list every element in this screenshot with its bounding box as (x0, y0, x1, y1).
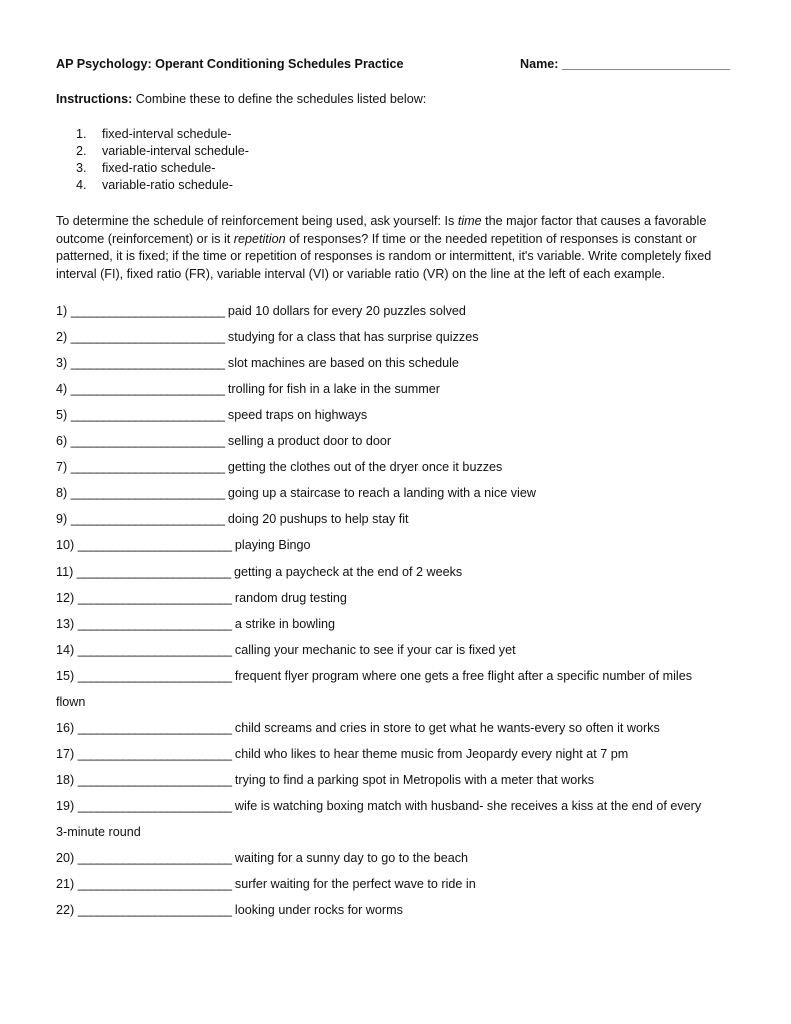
schedule-number: 1. (76, 127, 87, 141)
item-text: waiting for a sunny day to go to the beach (234, 851, 469, 866)
schedule-item (76, 143, 249, 160)
item-number: 17) (56, 746, 75, 761)
schedule-text: fixed-interval schedule- (102, 127, 232, 141)
answer-blank[interactable]: ________________________ (70, 460, 225, 475)
item-number: 6) (56, 434, 68, 449)
answer-blank[interactable]: ________________________ (77, 851, 232, 866)
practice-item (56, 771, 746, 789)
item-number: 13) (56, 616, 75, 631)
practice-item (56, 536, 746, 554)
item-text: getting the clothes out of the dryer once it buzzes (227, 460, 503, 475)
item-number: 7) (56, 460, 68, 475)
practice-item (56, 667, 746, 685)
answer-blank[interactable]: ________________________ (77, 590, 232, 605)
instructions-text: Combine these to define the schedules listed below: (135, 92, 427, 106)
answer-blank[interactable]: ________________________ (77, 746, 232, 761)
item-number: 2) (56, 330, 68, 345)
item-text: random drug testing (234, 590, 347, 605)
item-number: 22) (56, 903, 75, 918)
practice-item (56, 432, 746, 450)
item-text: child screams and cries in store to get what he wants-every so often it works (234, 720, 660, 735)
answer-blank[interactable]: ________________________ (70, 512, 225, 527)
practice-item (56, 302, 746, 320)
answer-blank[interactable]: ________________________ (70, 330, 225, 345)
answer-blank[interactable]: ________________________ (77, 668, 232, 683)
item-text: speed traps on highways (227, 408, 368, 423)
item-text: studying for a class that has surprise quizzes (227, 330, 479, 345)
item-text: doing 20 pushups to help stay fit (227, 512, 409, 527)
item-text: wife is watching boxing match with husband- she receives a kiss at the end of every (234, 798, 702, 813)
item-text: surfer waiting for the perfect wave to ride in (234, 877, 476, 892)
item-text: playing Bingo (234, 538, 311, 553)
item-text: child who likes to hear theme music from Jeopardy every night at 7 pm (234, 746, 629, 761)
item-number: 4) (56, 382, 68, 397)
directions-paragraph (56, 213, 738, 283)
practice-item (56, 484, 746, 502)
schedule-item (76, 177, 249, 194)
practice-item (56, 901, 746, 919)
schedule-number: 4. (76, 178, 87, 192)
schedule-number: 3. (76, 161, 87, 175)
header (56, 57, 746, 75)
item-text: selling a product door to door (227, 434, 392, 449)
emphasis-repetition: repetition (233, 231, 286, 246)
schedule-item (76, 160, 249, 177)
practice-item (56, 589, 746, 607)
item-text-continuation: 3-minute round (56, 825, 141, 839)
item-number: 21) (56, 877, 75, 892)
item-text: trolling for fish in a lake in the summer (227, 382, 440, 397)
paragraph-text: To determine the schedule of reinforcement being used, ask yourself: Is (56, 214, 458, 228)
answer-blank[interactable]: ________________________ (77, 538, 232, 553)
answer-blank[interactable]: ________________________ (77, 720, 232, 735)
practice-item (56, 797, 746, 815)
answer-blank[interactable]: ________________________ (70, 382, 225, 397)
instructions-label: Instructions: (56, 92, 133, 106)
item-text: going up a staircase to reach a landing with a nice view (227, 486, 536, 501)
practice-item (56, 354, 746, 372)
item-number: 9) (56, 512, 68, 527)
paragraph-text: the major factor that causes a favorable outcome (reinforcement) or is it (56, 214, 707, 246)
item-number: 1) (56, 304, 68, 318)
item-number: 20) (56, 851, 75, 866)
item-number: 11) (56, 564, 74, 579)
answer-blank[interactable]: ________________________ (77, 877, 232, 892)
answer-blank[interactable]: ________________________ (70, 356, 225, 371)
item-number: 18) (56, 772, 75, 787)
practice-item (56, 458, 746, 476)
item-number: 15) (56, 668, 75, 683)
schedule-text: variable-interval schedule- (102, 144, 249, 158)
practice-item (56, 875, 746, 893)
practice-item (56, 719, 746, 737)
answer-blank[interactable]: ________________________ (70, 486, 225, 501)
answer-blank[interactable]: ________________________ (70, 434, 225, 449)
answer-blank[interactable]: ________________________ (77, 903, 232, 918)
answer-blank[interactable]: ________________________ (70, 304, 225, 318)
item-text: slot machines are based on this schedule (227, 356, 459, 371)
schedule-list (76, 126, 249, 194)
schedule-number: 2. (76, 144, 87, 158)
item-number: 3) (56, 356, 68, 371)
answer-blank[interactable]: ________________________ (77, 642, 232, 657)
practice-item (56, 745, 746, 763)
item-text: calling your mechanic to see if your car is fixed yet (234, 642, 516, 657)
item-number: 10) (56, 538, 75, 553)
schedule-item (76, 126, 249, 143)
item-number: 12) (56, 590, 75, 605)
answer-blank[interactable]: ________________________ (77, 798, 232, 813)
answer-blank[interactable]: ________________________ (77, 772, 232, 787)
answer-blank[interactable]: ________________________ (77, 616, 232, 631)
item-text: frequent flyer program where one gets a free flight after a specific number of miles (234, 668, 693, 683)
item-text-continuation: flown (56, 694, 86, 709)
practice-item (56, 406, 746, 424)
item-number: 19) (56, 798, 75, 813)
item-number: 14) (56, 642, 75, 657)
practice-item (56, 510, 746, 528)
emphasis-time: time (457, 214, 482, 228)
item-number: 8) (56, 486, 68, 501)
practice-item (56, 849, 746, 867)
worksheet-title: AP Psychology: Operant Conditioning Schedules Practice (56, 57, 404, 71)
instructions (56, 92, 746, 106)
practice-item (56, 563, 746, 581)
practice-item (56, 380, 746, 398)
item-text: trying to find a parking spot in Metropolis with a meter that works (234, 772, 594, 787)
answer-blank[interactable]: ________________________ (70, 408, 225, 423)
item-number: 5) (56, 408, 68, 423)
item-text: looking under rocks for worms (234, 903, 403, 918)
practice-item (56, 641, 746, 659)
schedule-text: fixed-ratio schedule- (102, 161, 216, 175)
practice-item (56, 328, 746, 346)
paragraph-text: of responses? If time or the needed repetition of responses is constant or patterned, it is fixed; if the time or repetition of responses is random or intermittent, it's variable. Write completely fixed interval (FI), fixed ratio (FR), variable interval (VI) or variable ratio (VR) on the line at the left of each example. (56, 231, 712, 281)
item-text: a strike in bowling (234, 616, 336, 631)
practice-item (56, 615, 746, 633)
schedule-text: variable-ratio schedule- (102, 178, 233, 192)
item-number: 16) (56, 720, 75, 735)
name-field-label: Name: ________________________ (520, 57, 731, 71)
item-text: paid 10 dollars for every 20 puzzles solved (227, 304, 466, 318)
answer-blank[interactable]: ________________________ (76, 564, 231, 579)
item-text: getting a paycheck at the end of 2 weeks (233, 564, 463, 579)
